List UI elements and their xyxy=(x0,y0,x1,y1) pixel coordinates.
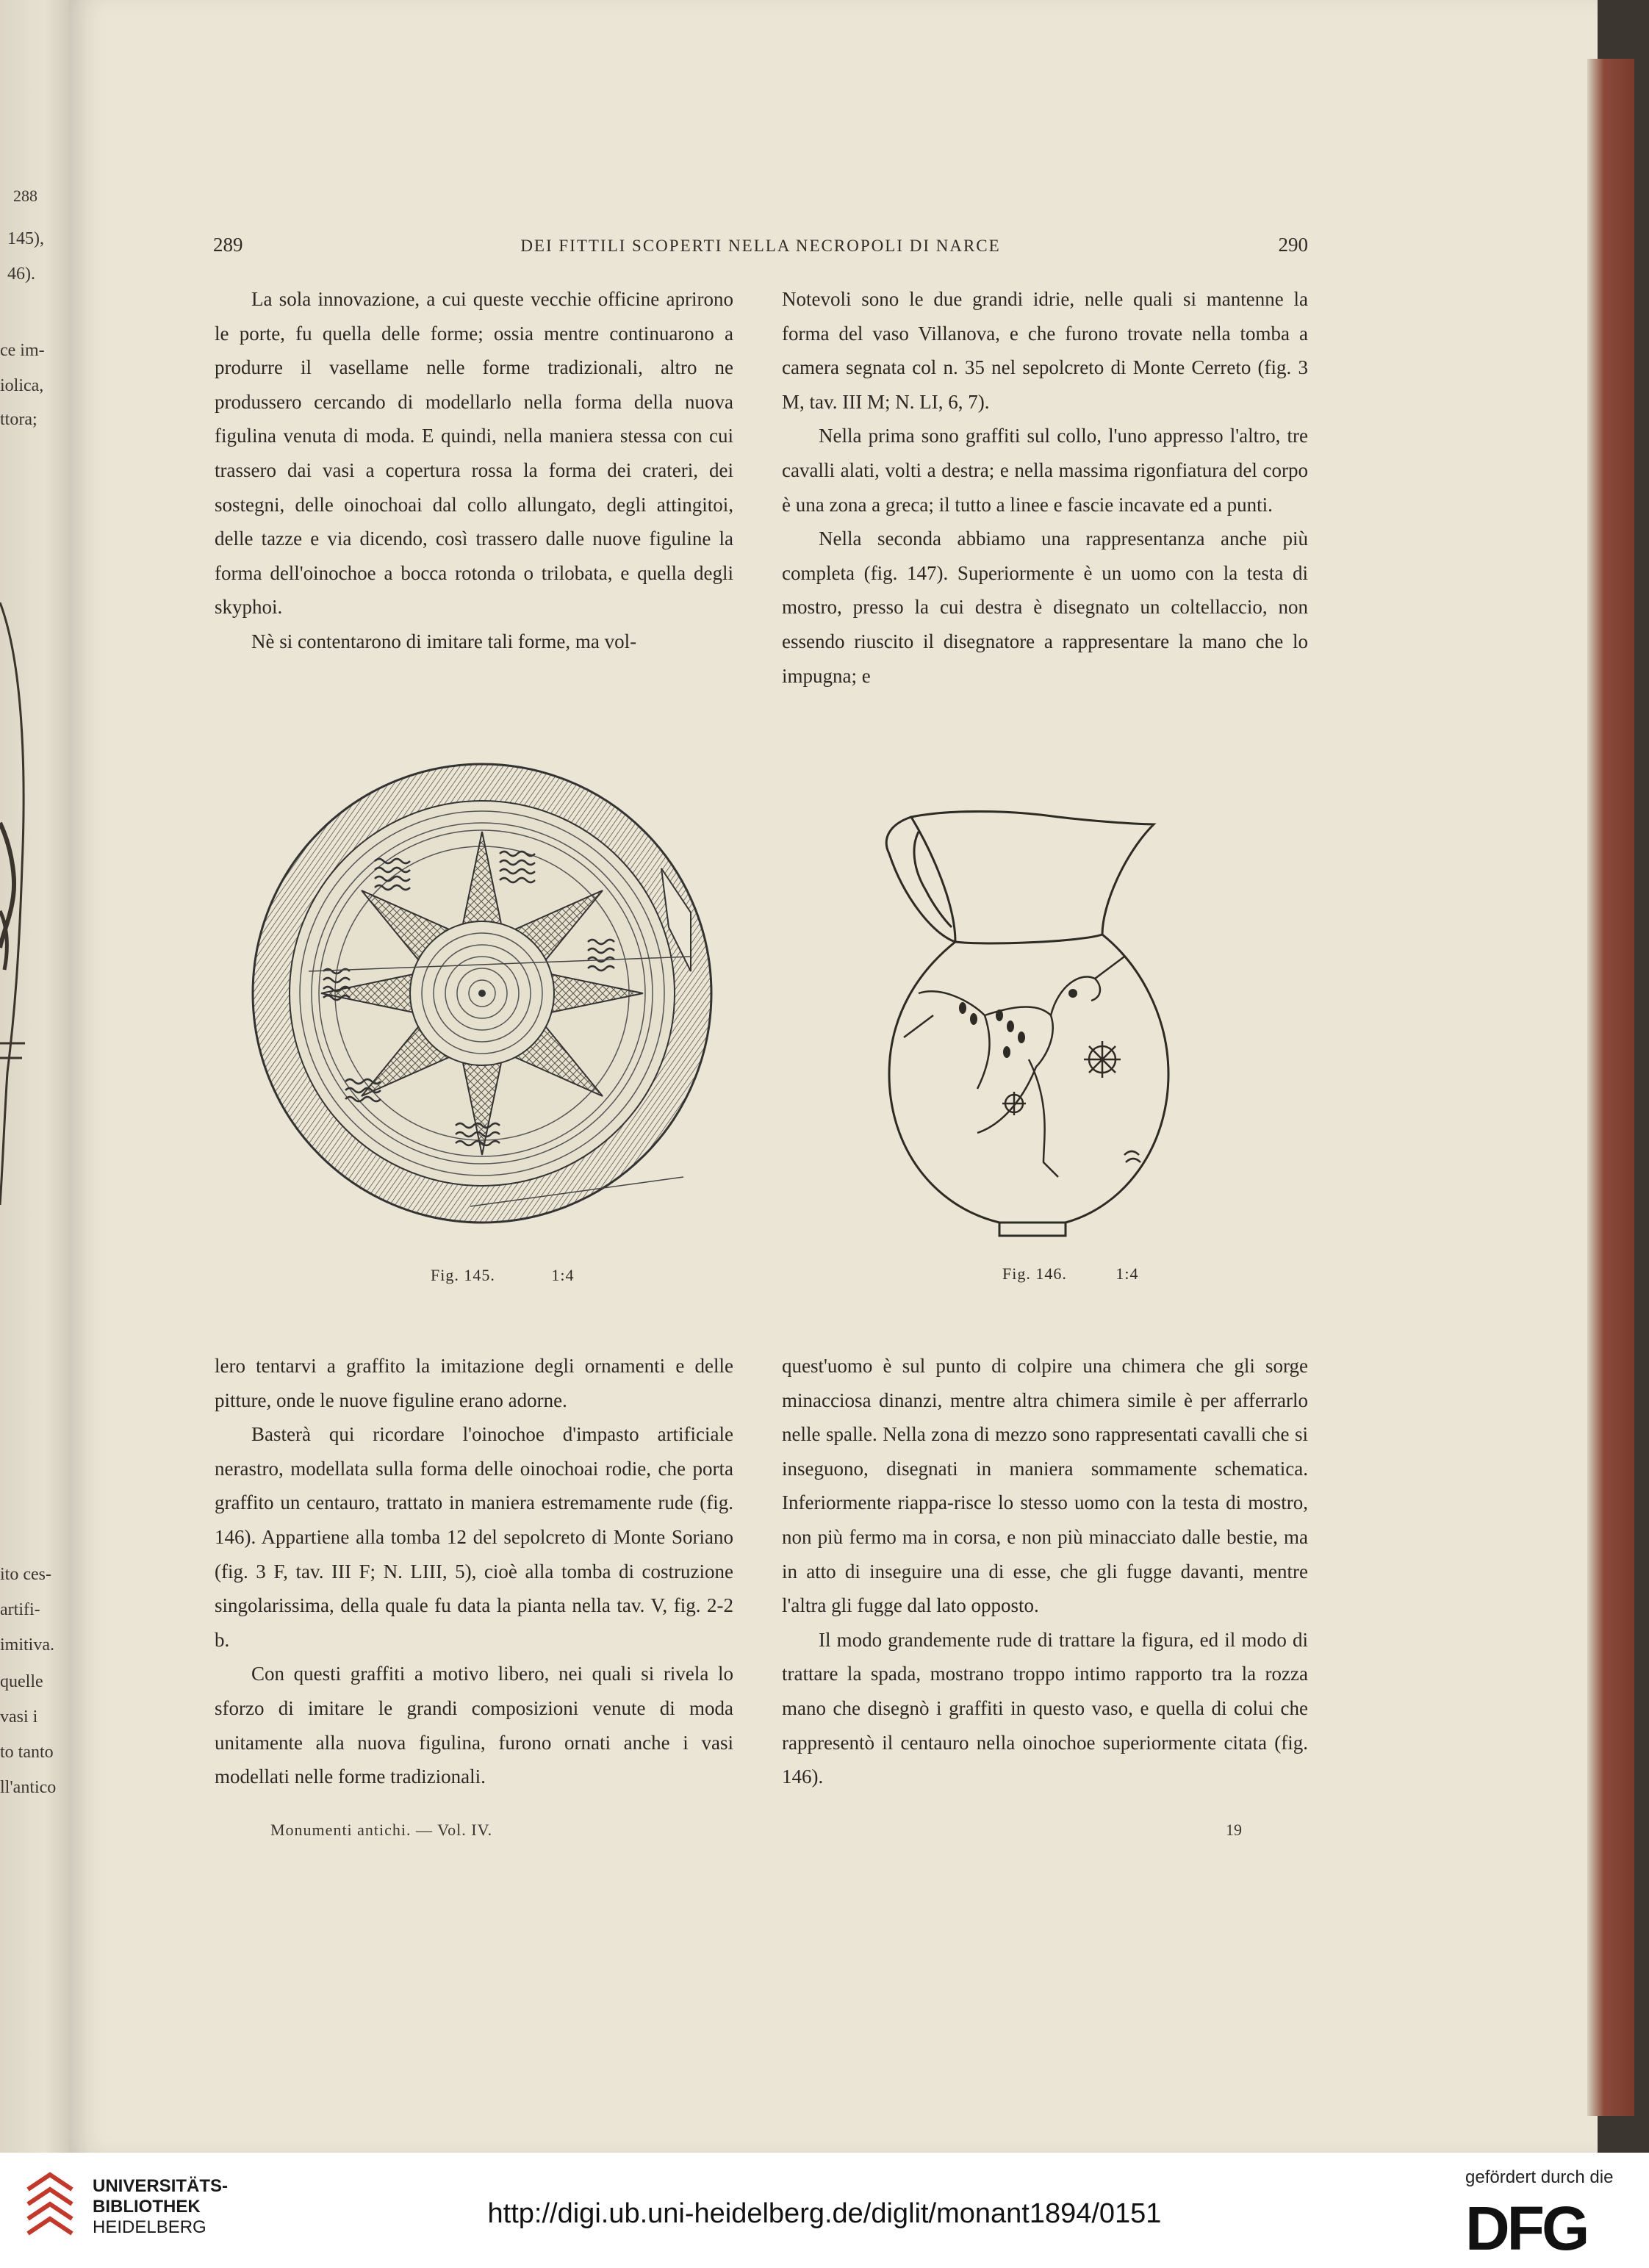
left-fragment: 288 xyxy=(13,187,37,205)
paragraph: Nella prima sono graffiti sul collo, l'uno appresso l'altro, tre cavalli alati, volti a destra; e nella massima rigonfiatura del corpo è una zona a greca; il tutto a linee e fascie incavate ed a punti. xyxy=(782,425,1308,516)
figure-146-scale: 1:4 xyxy=(1116,1264,1139,1283)
left-fragment: to tanto xyxy=(0,1743,54,1762)
document-url-link[interactable]: http://digi.ub.uni-heidelberg.de/diglit/monant1894/0151 xyxy=(487,2198,1162,2229)
paragraph: Basterà qui ricordare l'oinochoe d'impasto artificiale nerastro, modellata sulla forma delle oinochoai rodie, che porta graffito un centauro, trattato in maniera estremamente rude (fig. 146). Appartiene alla tomba 12 del sepolcreto di Monte Soriano (fig. 3 F, tav. III F; N. LIII, 5), cioè alla tomba di costruzione singolarissima, della quale fu data la pianta nella tav. V, fig. 2-2 b. xyxy=(215,1423,733,1651)
library-line-2: BIBLIOTHEK xyxy=(93,2197,201,2217)
page-number-right: 290 xyxy=(1278,234,1308,256)
left-fragment: imitiva. xyxy=(0,1635,54,1655)
running-header xyxy=(213,234,1308,263)
figure-146-oinochoe-illustration xyxy=(860,795,1212,1250)
paragraph: lero tentarvi a graffito la imitazione degli ornamenti e delle pitture, onde le nuove figuline erano adorne. xyxy=(215,1355,733,1411)
paragraph: La sola innovazione, a cui queste vecchie officine aprirono le porte, fu quella delle forme; ossia mentre continuarono a produrre il vasellame nelle forme tradizionali, altro ne produssero cercando di modellarlo nella forma della nuova figulina venuta di moda. E quindi, nella maniera stessa con cui trassero dai vasi a copertura rossa la forma dei crateri, dei sostegni, delle oinochoai dal collo allungato, degli attingitoi, delle tazze e via dicendo, così trassero dalle nuove figuline la forma dell'oinochoe a bocca rotonda o trilobata, e quella degli skyphoi. xyxy=(215,288,733,619)
text-column-right-top xyxy=(782,282,1308,693)
figure-146-caption xyxy=(1002,1264,1138,1284)
previous-page-edge xyxy=(0,0,73,2153)
figure-145-caption xyxy=(431,1266,574,1285)
paragraph: Notevoli sono le due grandi idrie, nelle quali si mantenne la forma del vaso Villanova, e che furono trovate nella tomba a camera segnata col n. 35 nel sepolcreto di Monte Cerreto (fig. 3 M, tav. III M; N. LI, 6, 7). xyxy=(782,288,1308,413)
paragraph: quest'uomo è sul punto di colpire una chimera che gli sorge minacciosa dinanzi, mentre altra chimera simile è per afferrarlo nelle spalle. Nella zona di mezzo sono rappresentati cavalli che si inseguono, disegnati in maniera sommamente schematica. Inferiormente riappa-risce lo stesso uomo con la testa di mostro, non più fermo ma in corsa, e non più minacciato dalle bestie, ma in atto di inseguire una di esse, che gli fugge davanti, mentre l'altra gli fugge dal lato opposto. xyxy=(782,1355,1308,1617)
left-fragment: iolica, xyxy=(0,376,44,395)
left-fragment: quelle xyxy=(0,1672,43,1691)
left-fragment: ito ces- xyxy=(0,1565,51,1584)
footer-signature: Monumenti antichi. — Vol. IV. xyxy=(270,1821,493,1839)
figure-145-plate-illustration xyxy=(250,751,720,1237)
text-column-left-bottom xyxy=(215,1349,733,1794)
previous-page-vase-illustration xyxy=(0,602,28,1205)
book-binding-edge xyxy=(1587,59,1634,2116)
figure-146-label: Fig. 146. xyxy=(1002,1264,1067,1283)
left-fragment: ttora; xyxy=(0,410,37,429)
dfg-logo-text: DFG xyxy=(1465,2200,1587,2256)
dfg-logo-icon[interactable] xyxy=(1465,2200,1628,2256)
paragraph: Nella seconda abbiamo una rappresentanza anche più completa (fig. 147). Superiormente è un uomo con la testa di mostro, presso la cui destra è disegnato un coltellaccio, non essendo riuscito il disegnatore a rappresentare la mano che lo impugna; e xyxy=(782,528,1308,687)
library-line-1: UNIVERSITÄTS- xyxy=(93,2176,229,2196)
left-fragment: ll'antico xyxy=(0,1778,57,1797)
text-column-right-bottom xyxy=(782,1349,1308,1794)
left-fragment: 145), xyxy=(7,229,44,248)
left-fragment: vasi i xyxy=(0,1707,38,1727)
paragraph: Nè si contentarono di imitare tali forme, ma vol- xyxy=(251,630,637,652)
left-fragment: artifi- xyxy=(0,1600,40,1619)
figure-145-scale: 1:4 xyxy=(551,1266,575,1284)
left-fragment: ce im- xyxy=(0,341,45,360)
paragraph: Il modo grandemente rude di trattare la figura, ed il modo di trattare la spada, mostrano troppo intimo rapporto tra la rozza mano che disegnò i graffiti in questo vaso, e quella di colui che rappresentò il centauro nella oinochoe superiormente citata (fig. 146). xyxy=(782,1628,1308,1788)
left-fragment: 46). xyxy=(7,264,35,284)
running-title: DEI FITTILI SCOPERTI NELLA NECROPOLI DI NARCE xyxy=(520,237,1001,255)
paragraph: Con questi graffiti a motivo libero, nei quali si rivela lo sforzo di imitare le grandi composizioni venute di moda unitamente alla nuova figulina, furono ornati anche i vasi modellati nelle forme tradizionali. xyxy=(215,1663,733,1788)
figure-145-label: Fig. 145. xyxy=(431,1266,495,1284)
footer-sheet-number: 19 xyxy=(1226,1821,1242,1839)
funding-label: gefördert durch die xyxy=(1465,2167,1614,2187)
text-column-left-top xyxy=(215,282,733,659)
page-number-left: 289 xyxy=(213,234,243,256)
library-line-3: HEIDELBERG xyxy=(93,2217,206,2237)
